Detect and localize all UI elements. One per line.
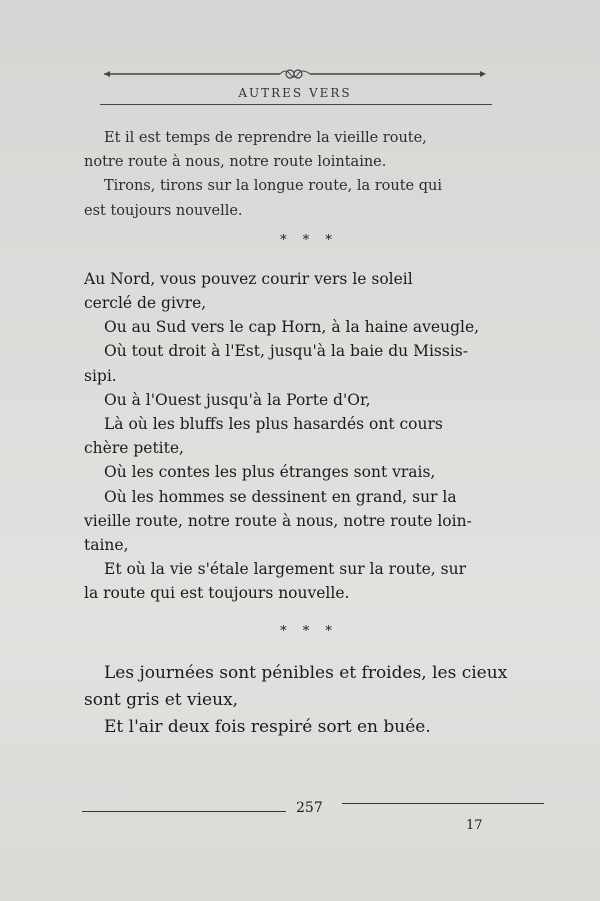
poem-text: [84, 126, 534, 741]
stanza2-line: Ou à l'Ouest jusqu'à la Porte d'Or,: [104, 390, 371, 409]
stanza2-line: Au Nord, vous pouvez courir vers le soleil: [84, 269, 413, 288]
stanza3-line: Les journées sont pénibles et froides, les cieux: [104, 662, 508, 683]
stanza1-line: notre route à nous, notre route lointaine.: [84, 154, 387, 171]
stanza2-line: chère petite,: [84, 439, 184, 458]
stanza2-line: sipi.: [84, 366, 117, 385]
stanza2-line: Où les contes les plus étranges sont vrais,: [104, 463, 436, 482]
stanza3-line: sont gris et vieux,: [84, 689, 239, 710]
stanza2-line: Où tout droit à l'Est, jusqu'à la baie du Missis-: [104, 342, 468, 361]
stanza1-line: Tirons, tirons sur la longue route, la route qui: [104, 178, 443, 195]
stanza1-line: est toujours nouvelle.: [84, 202, 243, 219]
page-number: 257: [296, 800, 323, 816]
header-ornament: [100, 66, 490, 82]
stanza2-line: vieille route, notre route à nous, notre route loin-: [84, 511, 472, 530]
stanza1-line: Et il est temps de reprendre la vieille route,: [104, 130, 427, 146]
stanza2-line: taine,: [84, 536, 129, 555]
stanza2-line: la route qui est toujours nouvelle.: [84, 584, 350, 603]
stanza2-line: Là où les bluffs les plus hasardés ont cours: [104, 415, 443, 434]
signature-mark: 17: [466, 818, 483, 833]
footer-rule-left: [82, 811, 286, 812]
stanza2-line: cerclé de givre,: [84, 294, 207, 313]
section-separator: * * *: [280, 232, 338, 248]
running-head: AUTRES VERS: [238, 86, 352, 100]
section-separator: * * *: [280, 623, 338, 639]
stanza2-line: Ou au Sud vers le cap Horn, à la haine aveugle,: [104, 318, 480, 337]
footer-rule-right: [342, 803, 544, 804]
stanza2-line: Où les hommes se dessinent en grand, sur la: [104, 487, 457, 506]
stanza3-line: Et l'air deux fois respiré sort en buée.: [104, 716, 431, 737]
header-rule: [100, 104, 492, 105]
stanza2-line: Et où la vie s'étale largement sur la route, sur: [104, 560, 467, 579]
